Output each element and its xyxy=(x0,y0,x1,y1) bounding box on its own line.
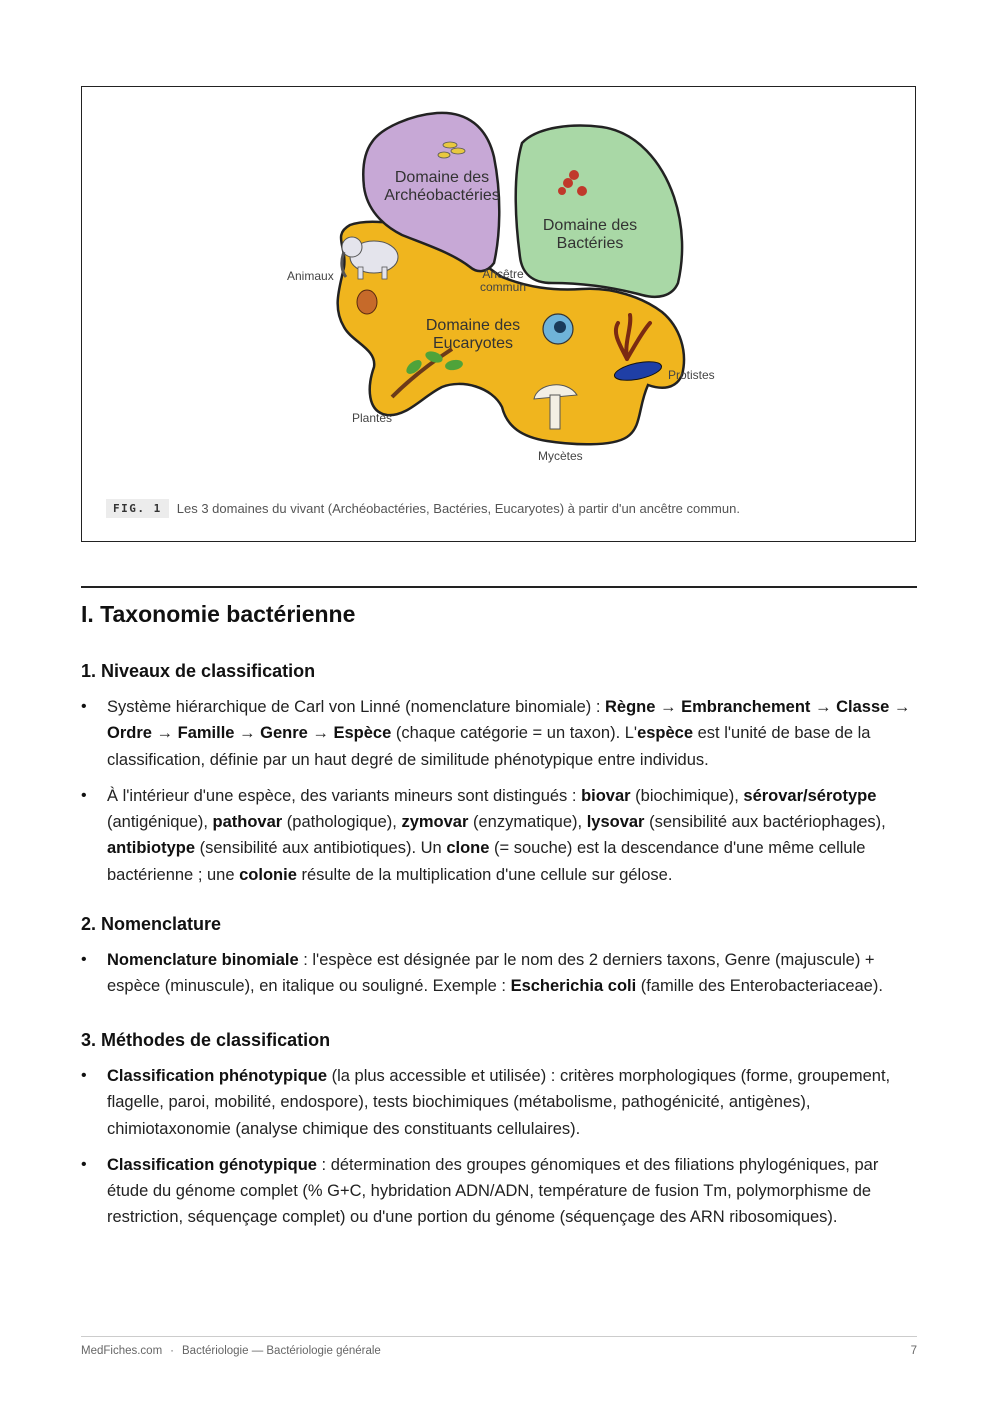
footer-site: MedFiches.com xyxy=(81,1345,163,1357)
figure-caption xyxy=(106,499,740,518)
page-footer xyxy=(81,1345,917,1357)
section-divider xyxy=(81,586,917,588)
figure-caption-text: Les 3 domaines du vivant (Archéobactéries, Bactéries, Eucaryotes) à partir d'un ancêtre commun. xyxy=(176,501,740,516)
bullet-list-2 xyxy=(81,947,921,1010)
ancestor-label-line2: commun xyxy=(479,280,527,294)
protists-label: Protistes xyxy=(668,368,715,382)
plants-label: Plantes xyxy=(352,411,393,425)
eye-cell-icon xyxy=(543,314,573,344)
bacteria-domain-shape xyxy=(516,126,682,297)
bullet-list-3 xyxy=(81,1063,921,1241)
bullet-list-1 xyxy=(81,694,921,898)
figure xyxy=(81,86,916,542)
bacteria-label-line1: Domaine des xyxy=(542,217,638,234)
subsection-title-3: 3. Méthodes de classification xyxy=(81,1030,331,1050)
footer-separator: · xyxy=(170,1345,175,1357)
list-item: • Nomenclature binomiale : l'espèce est désignée par le nom des 2 derniers taxons, Genre (majuscule) + espèce (minuscule), en italique ou souligné. Exemple : Escherichia coli (famille des Enterobacteriaceae). xyxy=(81,947,921,1000)
list-item: • Classification phénotypique (la plus accessible et utilisée) : critères morphologiques (forme, groupement, flagelle, paroi, mobilité, endospore), tests biochimiques (métabolisme, pathogénicité, antigènes), chimiotaxonomie (analyse chimique des constituants cellulaires). xyxy=(81,1063,921,1142)
list-item: • À l'intérieur d'une espèce, des variants mineurs sont distingués : biovar (biochimique), sérovar/sérotype (antigénique), pathovar (pathologique), zymovar (enzymatique), lysovar (sensibilité aux bactériophages), antibiotype (sensibilité aux antibiotiques). Un clone (= souche) est la descendance d'une même cellule bactérienne ; une colonie résulte de la multiplication d'une cellule sur gélose. xyxy=(81,783,921,888)
eukarya-label-line1: Domaine des xyxy=(425,317,521,334)
list-item: • Classification génotypique : détermination des groupes génomiques et des filiations phylogéniques, par étude du génome complet (% G+C, hybridation ADN/ADN, température de fusion Tm, polymorphisme de restriction, séquençage complet) ou d'une portion du génome (séquençage des ARN ribosomiques). xyxy=(81,1152,921,1231)
fungi-label: Mycètes xyxy=(538,449,583,463)
page-number: 7 xyxy=(910,1345,917,1357)
footer-path: Bactériologie — Bactériologie générale xyxy=(182,1345,381,1357)
subsection-title-2: 2. Nomenclature xyxy=(81,914,222,934)
ancestor-label-line1: Ancêtre xyxy=(482,267,524,281)
archaea-label-line1: Domaine des xyxy=(394,169,490,186)
figure-tag: FIG. 1 xyxy=(106,499,169,518)
eukarya-label-line2: Eucaryotes xyxy=(432,335,514,352)
archaea-label-line2: Archéobactéries xyxy=(384,187,500,204)
protist-cell-icon xyxy=(357,290,377,314)
section-title: I. Taxonomie bactérienne xyxy=(81,601,356,627)
subsection-title-1: 1. Niveaux de classification xyxy=(81,661,316,681)
animals-label: Animaux xyxy=(287,269,334,283)
tree-of-life-illustration xyxy=(82,87,915,487)
bacteria-label-line2: Bactéries xyxy=(556,235,624,252)
footer-divider xyxy=(81,1336,917,1337)
list-item: • Système hiérarchique de Carl von Linné (nomenclature binomiale) : Règne → Embranchement → Classe → Ordre → Famille → Genre → Espèce (chaque catégorie = un taxon). L'espèce est l'unité de base de la classification, définie par un haut degré de similitude phénotypique entre individus. xyxy=(81,694,921,773)
